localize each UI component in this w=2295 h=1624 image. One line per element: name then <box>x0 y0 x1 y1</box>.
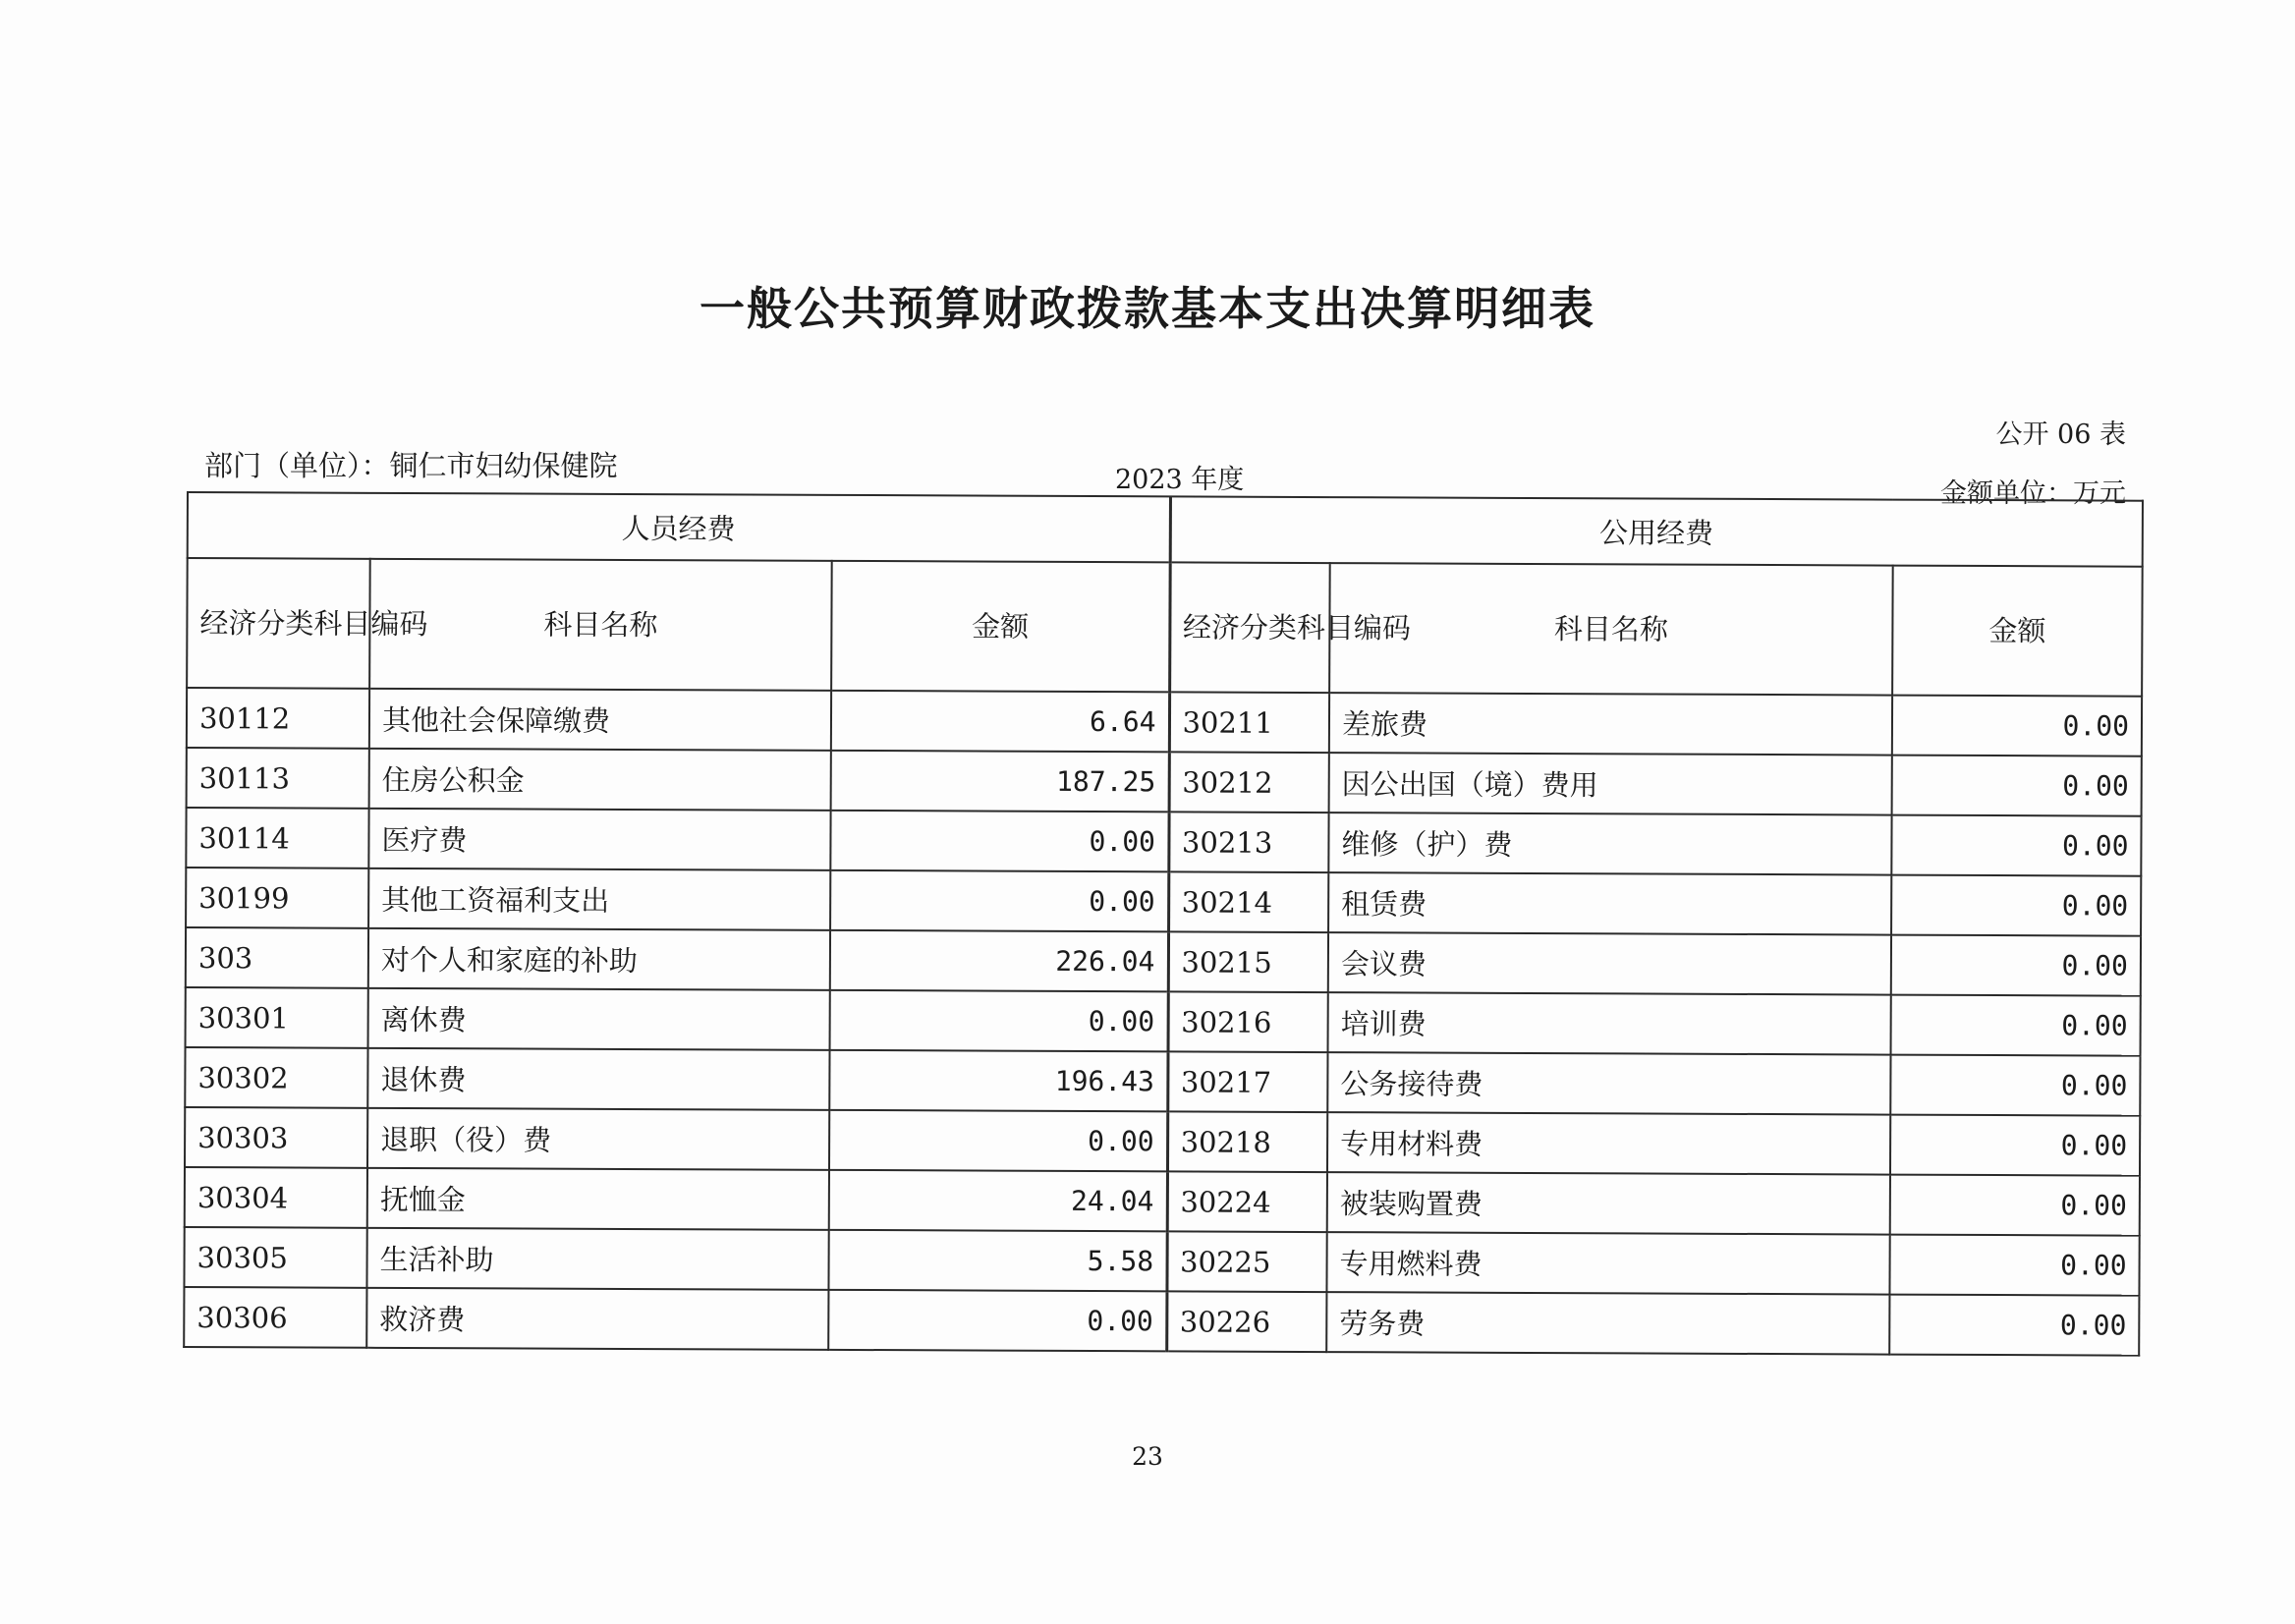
cell-right-amount: 0.00 <box>1891 875 2141 936</box>
page-number: 23 <box>1132 1442 1163 1471</box>
cell-right-code: 30212 <box>1169 752 1329 812</box>
table-row <box>184 1227 2139 1296</box>
table-row <box>185 1107 2140 1176</box>
cell-right-code: 30216 <box>1168 991 1328 1052</box>
amount-unit: 金额单位：万元 <box>1940 478 2126 509</box>
cell-left-amount: 187.25 <box>831 751 1169 812</box>
col-right-name: 科目名称 <box>1329 563 1893 695</box>
cell-left-amount: 6.64 <box>831 691 1169 753</box>
table-row <box>187 688 2142 756</box>
cell-left-amount: 24.04 <box>829 1170 1167 1232</box>
table-row <box>187 748 2142 816</box>
budget-table <box>183 491 2144 1357</box>
cell-right-name: 专用材料费 <box>1327 1112 1890 1174</box>
cell-left-code: 30112 <box>187 688 369 749</box>
cell-right-name: 维修（护）费 <box>1328 812 1891 874</box>
group-public: 公用经费 <box>1170 496 2143 566</box>
cell-right-name: 劳务费 <box>1326 1292 1889 1354</box>
cell-right-code: 30211 <box>1169 692 1329 753</box>
cell-right-amount: 0.00 <box>1890 1115 2140 1176</box>
cell-right-amount: 0.00 <box>1892 756 2142 816</box>
cell-right-name: 被装购置费 <box>1327 1172 1890 1234</box>
cell-left-code: 303 <box>186 927 368 988</box>
cell-right-amount: 0.00 <box>1891 935 2141 996</box>
form-number: 公开 06 表 <box>1995 420 2126 450</box>
cell-left-amount: 226.04 <box>830 930 1168 992</box>
cell-left-code: 30301 <box>186 987 368 1048</box>
table-row <box>186 868 2141 936</box>
page-title: 一般公共预算财政拨款基本支出决算明细表 <box>700 282 1595 335</box>
cell-left-code: 30114 <box>186 808 368 868</box>
cell-right-name: 公务接待费 <box>1327 1052 1890 1114</box>
cell-left-amount: 0.00 <box>828 1290 1166 1352</box>
cell-left-name: 退休费 <box>367 1048 829 1110</box>
group-header-row <box>188 492 2143 567</box>
table-row <box>185 1047 2140 1116</box>
cell-left-amount: 0.00 <box>830 811 1168 872</box>
cell-right-name: 专用燃料费 <box>1326 1232 1889 1294</box>
col-right-amount: 金额 <box>1892 566 2143 697</box>
table-row <box>184 1287 2139 1356</box>
cell-left-amount: 5.58 <box>828 1230 1166 1292</box>
cell-left-name: 其他社会保障缴费 <box>369 689 831 751</box>
table-row <box>186 927 2141 996</box>
cell-right-name: 差旅费 <box>1329 693 1892 755</box>
cell-right-amount: 0.00 <box>1889 1295 2139 1356</box>
cell-right-name: 租赁费 <box>1328 872 1891 934</box>
cell-left-code: 30304 <box>185 1167 367 1228</box>
col-left-name: 科目名称 <box>369 559 832 691</box>
cell-left-name: 其他工资福利支出 <box>368 868 830 930</box>
cell-right-amount: 0.00 <box>1891 815 2141 876</box>
table-row <box>185 1167 2140 1236</box>
cell-left-name: 救济费 <box>366 1288 828 1350</box>
cell-right-code: 30214 <box>1168 871 1328 932</box>
group-personnel: 人员经费 <box>188 492 1170 562</box>
cell-left-amount: 0.00 <box>830 870 1168 932</box>
cell-right-code: 30225 <box>1166 1231 1326 1292</box>
fiscal-year: 2023 年度 <box>1115 465 1245 495</box>
cell-right-code: 30226 <box>1166 1291 1326 1352</box>
cell-right-amount: 0.00 <box>1890 1055 2140 1116</box>
cell-left-name: 生活补助 <box>366 1228 828 1290</box>
cell-left-name: 抚恤金 <box>367 1168 829 1230</box>
cell-left-name: 对个人和家庭的补助 <box>368 928 830 990</box>
cell-left-amount: 0.00 <box>829 1110 1167 1172</box>
cell-right-code: 30213 <box>1168 812 1328 872</box>
cell-right-code: 30224 <box>1167 1171 1327 1232</box>
cell-left-code: 30306 <box>184 1287 366 1348</box>
column-header-row <box>187 558 2143 697</box>
table-row <box>186 808 2141 876</box>
cell-right-amount: 0.00 <box>1890 1175 2140 1236</box>
cell-right-name: 因公出国（境）费用 <box>1329 753 1892 814</box>
cell-left-name: 退职（役）费 <box>367 1108 829 1170</box>
cell-right-code: 30218 <box>1167 1111 1327 1172</box>
cell-left-code: 30199 <box>186 868 368 928</box>
cell-right-amount: 0.00 <box>1891 995 2141 1056</box>
table-row <box>186 987 2141 1056</box>
cell-left-code: 30302 <box>185 1047 367 1108</box>
cell-left-code: 30305 <box>184 1227 366 1288</box>
cell-right-code: 30215 <box>1168 931 1328 992</box>
department-label: 部门（单位）：铜仁市妇幼保健院 <box>204 449 618 482</box>
cell-right-code: 30217 <box>1167 1051 1327 1112</box>
cell-right-amount: 0.00 <box>1889 1235 2139 1296</box>
cell-left-name: 离休费 <box>368 988 830 1050</box>
cell-left-amount: 0.00 <box>830 990 1168 1052</box>
cell-right-amount: 0.00 <box>1892 696 2142 756</box>
col-left-amount: 金额 <box>831 561 1170 692</box>
cell-right-name: 培训费 <box>1328 992 1891 1054</box>
col-right-code: 经济分类科目编码 <box>1169 562 1330 693</box>
cell-right-name: 会议费 <box>1328 932 1891 994</box>
col-left-code: 经济分类科目编码 <box>187 558 370 689</box>
cell-left-name: 医疗费 <box>368 809 830 870</box>
cell-left-amount: 196.43 <box>829 1050 1167 1112</box>
cell-left-code: 30303 <box>185 1107 367 1168</box>
cell-left-code: 30113 <box>187 748 369 809</box>
cell-left-name: 住房公积金 <box>369 749 831 811</box>
